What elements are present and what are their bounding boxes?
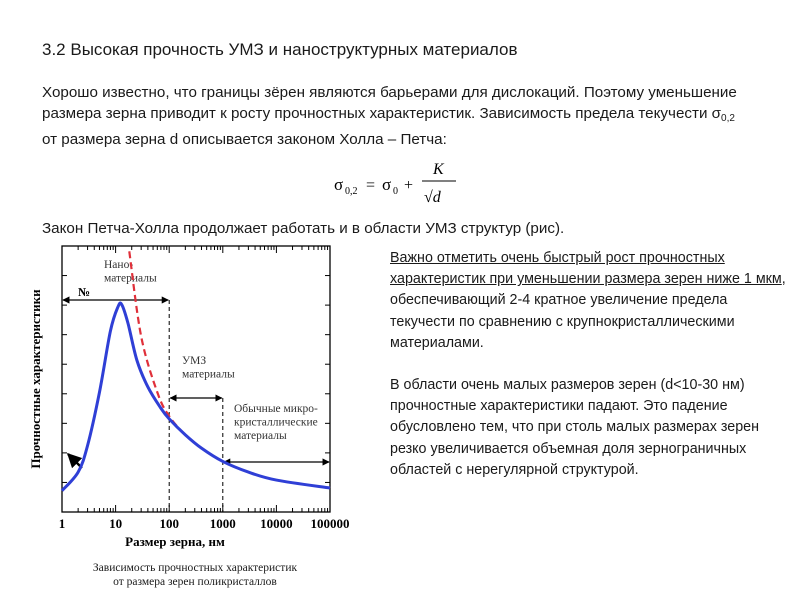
- region-marker: №: [78, 285, 91, 299]
- y-axis-label: Прочностные характеристики: [28, 289, 43, 469]
- caption-line-1: Зависимость прочностных характеристик: [92, 562, 298, 574]
- strength-chart: [0, 240, 380, 560]
- x-tick-label: 1000: [209, 516, 236, 531]
- region-label-line: материалы: [234, 430, 287, 442]
- region-label-line: материалы: [182, 368, 235, 381]
- figure-caption: [80, 562, 310, 589]
- x-tick-label: 100: [159, 516, 179, 531]
- sigma-subscript: 0,2: [721, 113, 735, 124]
- intro-line-3: от размера зерна d описывается законом Холла – Петча:: [42, 131, 447, 148]
- page-title: 3.2 Высокая прочность УМЗ и наноструктурных материалов: [42, 40, 518, 59]
- x-tick-labels: [59, 516, 350, 531]
- formula-sigma-rhs: σ: [382, 175, 392, 194]
- formula-sub-lhs: 0,2: [345, 186, 358, 197]
- formula-denominator: √d: [424, 189, 441, 206]
- hall-petch-formula: [330, 158, 470, 214]
- law-line: Закон Петча-Холла продолжает работать и в области УМЗ структур (рис).: [42, 220, 565, 237]
- formula-sub-rhs: 0: [393, 186, 398, 197]
- intro-line-2-text: размера зерна приводит к росту прочностных характеристик. Зависимость предела текучести σ: [42, 105, 722, 122]
- right-paragraph-1-rest: , обеспечивающий 2-4 кратное увеличение предела текучести по сравнению с крупнокристаллическими материалами.: [390, 271, 786, 351]
- underlined-emphasis: Важно отметить очень быстрый рост прочностных характеристик при уменьшении размера зерен ниже 1 мкм: [390, 250, 782, 288]
- caption-line-2: от размера зерен поликристаллов: [113, 575, 277, 588]
- formula-plus: +: [404, 177, 414, 194]
- region-label-line: кристаллические: [234, 416, 318, 429]
- x-tick-label: 10: [109, 516, 123, 531]
- formula-numerator: K: [433, 161, 444, 178]
- region-label-line: Обычные микро-: [234, 403, 318, 415]
- chart-regions: [63, 259, 330, 512]
- formula-sigma-lhs: σ: [334, 175, 344, 194]
- intro-line-1: Хорошо известно, что границы зёрен являются барьерами для дислокаций. Поэтому уменьшение: [42, 84, 737, 101]
- right-paragraph-1: [390, 248, 790, 354]
- intro-paragraph: [42, 82, 782, 150]
- region-label: [234, 403, 318, 442]
- right-paragraph-2: В области очень малых размеров зерен (d<10-30 нм) прочностные характеристики падают. Это падение обусловлено тем, что при столь малых размерах зерен резко увеличивается объемная доля зернограничных областей с нерегулярной структурой.: [390, 377, 760, 478]
- right-text-column: [390, 248, 790, 481]
- region-label-line: Нано-: [104, 259, 134, 271]
- x-tick-label: 100000: [310, 516, 350, 531]
- x-tick-label: 1: [58, 516, 66, 531]
- region-label-line: материалы: [104, 272, 157, 285]
- x-axis-label: Размер зерна, нм: [125, 534, 225, 549]
- region-label-line: УМЗ: [182, 355, 207, 367]
- intro-line-2: [42, 103, 782, 129]
- x-tick-label: 10000: [260, 516, 293, 531]
- region-label: [182, 355, 235, 381]
- formula-equals: =: [366, 177, 376, 194]
